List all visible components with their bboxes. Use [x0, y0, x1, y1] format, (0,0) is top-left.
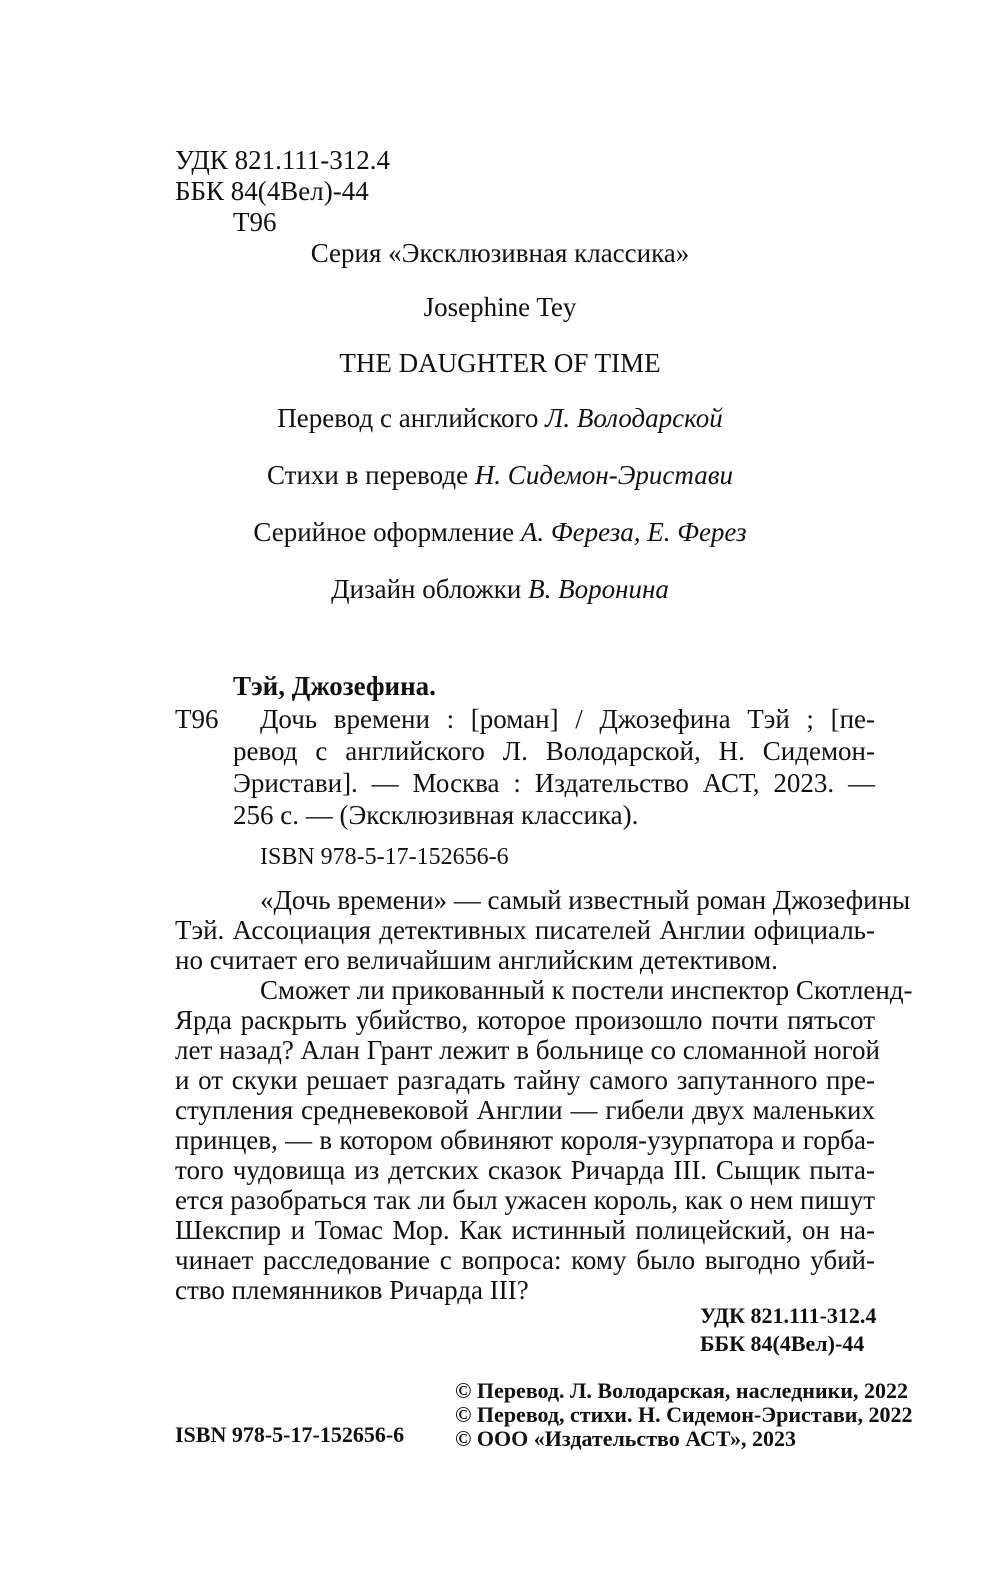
translation-label: Перевод с английского: [277, 403, 546, 433]
annotation-line: и от скуки решает разгадать тайну самого запутанного пре-: [175, 1065, 875, 1095]
udk-code: УДК 821.111-312.4: [175, 145, 391, 175]
author-mark: Т96: [233, 207, 277, 237]
poems-label: Стихи в переводе: [267, 460, 475, 490]
series-line: Серия «Эксклюзивная классика»: [310, 238, 690, 268]
annotation-line: Шекспир и Томас Мор. Как истинный полицейский, он на-: [175, 1215, 875, 1245]
annotation-line: Ярда раскрыть убийство, которое произошло почти пятьсот: [175, 1005, 875, 1035]
bibliography-line: ревод с английского Л. Володарской, Н. Сидемон-: [233, 736, 875, 766]
annotation-line: ство племянников Ричарда III?: [175, 1275, 529, 1305]
copyright-line: © ООО «Издательство АСТ», 2023: [455, 1426, 797, 1451]
copyright-line: © Перевод. Л. Володарская, наследники, 2022: [455, 1378, 908, 1403]
annotation-line: ется разобраться так ли был ужасен король, как о нем пишут: [175, 1185, 875, 1215]
footer-isbn: ISBN 978-5-17-152656-6: [175, 1422, 405, 1447]
bibliography-line: Дочь времени : [роман] / Джозефина Тэй ; [пе-: [260, 704, 875, 734]
bibliography-line: 256 с. — (Эксклюзивная классика).: [233, 800, 639, 830]
annotation-line: «Дочь времени» — самый известный роман Джозефины: [260, 885, 911, 915]
annotation-line: чинает расследование с вопроса: кому было выгодно убий-: [175, 1245, 875, 1275]
series-design-label: Серийное оформление: [253, 517, 521, 547]
footer-udk-code: УДК 821.111-312.4: [700, 1303, 877, 1328]
bibliography-line: Эристави]. — Москва : Издательство АСТ, 2023. —: [233, 768, 875, 798]
original-title: THE DAUGHTER OF TIME: [339, 348, 661, 378]
annotation-line: принцев, — в котором обвиняют короля-узурпатора и горба-: [175, 1125, 875, 1155]
translator-name: Л. Володарской: [545, 403, 723, 433]
bibliography-isbn: ISBN 978-5-17-152656-6: [260, 844, 509, 870]
cover-design-credit: [0, 576, 1000, 603]
poems-translator-name: Н. Сидемон-Эристави: [474, 460, 733, 490]
bibliography-mark: Т96: [175, 704, 219, 734]
annotation-line: Сможет ли прикованный к постели инспектор Скотленд-: [260, 975, 913, 1005]
annotation-line: ступления средневековой Англии — гибели двух маленьких: [175, 1095, 875, 1125]
annotation-line: но считает его величайшим английским детективом.: [175, 945, 778, 975]
annotation-line: того чудовища из детских сказок Ричарда III. Сыщик пыта-: [175, 1155, 875, 1185]
copyright-line: © Перевод, стихи. Н. Сидемон-Эристави, 2022: [455, 1402, 913, 1427]
original-author: Josephine Tey: [423, 292, 577, 322]
poems-credit: [0, 462, 1000, 489]
translation-credit: [0, 405, 1000, 432]
cover-designer-name: В. Воронина: [528, 574, 669, 604]
series-design-credit: [0, 519, 1000, 546]
annotation-line: Тэй. Ассоциация детективных писателей Англии официаль-: [175, 915, 875, 945]
bibliography-author-heading: Тэй, Джозефина.: [233, 671, 436, 701]
series-designers-name: А. Фереза, Е. Ферез: [520, 517, 747, 547]
cover-label: Дизайн обложки: [331, 574, 529, 604]
annotation-line: лет назад? Алан Грант лежит в больнице со сломанной ногой: [175, 1035, 880, 1065]
bbk-code: ББК 84(4Вел)-44: [175, 176, 369, 206]
footer-bbk-code: ББК 84(4Вел)-44: [700, 1331, 865, 1356]
